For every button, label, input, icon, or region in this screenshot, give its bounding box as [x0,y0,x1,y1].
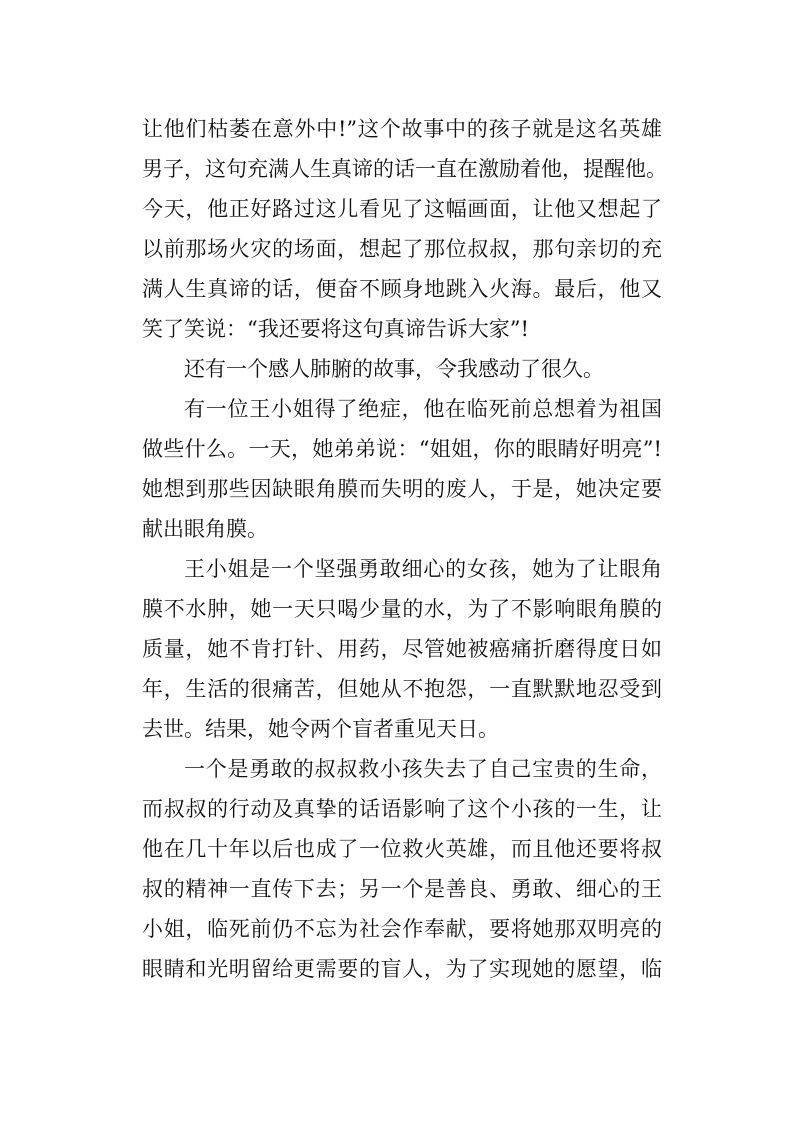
text-line: 满人生真谛的话，便奋不顾身地跳入火海。最后，他又 [142,277,662,301]
text-line: 去世。结果，她令两个盲者重见天日。 [142,717,499,741]
text-line: 膜不水肿，她一天只喝少量的水，为了不影响眼角膜的 [142,597,662,621]
paragraph-start-line: 还有一个感人肺腑的故事，令我感动了很久。 [184,357,604,381]
text-line: 让他们枯萎在意外中!”这个故事中的孩子就是这名英雄 [142,117,662,141]
paragraph-start-line: 一个是勇敢的叔叔救小孩失去了自己宝贵的生命， [184,757,662,781]
text-line: 她想到那些因缺眼角膜而失明的废人，于是，她决定要 [142,477,662,501]
text-line: 男子，这句充满人生真谛的话一直在激励着他，提醒他。 [142,157,667,181]
paragraph-start-line: 有一位王小姐得了绝症，他在临死前总想着为祖国 [184,397,662,421]
text-line: 小姐，临死前仍不忘为社会作奉献，要将她那双明亮的 [142,917,662,941]
text-line: 年，生活的很痛苦，但她从不抱怨，一直默默地忍受到 [142,677,662,701]
paragraph-start-line: 王小姐是一个坚强勇敢细心的女孩，她为了让眼角 [184,557,662,581]
text-line: 做些什么。一天，她弟弟说：“姐姐，你的眼睛好明亮”! [142,437,662,461]
text-line: 献出眼角膜。 [142,517,268,541]
text-line: 眼睛和光明留给更需要的盲人，为了实现她的愿望，临 [142,957,662,981]
text-line: 质量，她不肯打针、用药，尽管她被癌痛折磨得度日如 [142,637,662,661]
article-body [142,109,667,989]
text-line: 他在几十年以后也成了一位救火英雄，而且他还要将叔 [142,837,662,861]
text-line: 叔的精神一直传下去；另一个是善良、勇敢、细心的王 [142,877,662,901]
text-line: 笑了笑说：“我还要将这句真谛告诉大家”! [142,317,529,341]
text-line: 今天，他正好路过这儿看见了这幅画面，让他又想起了 [142,197,662,221]
text-line: 以前那场火灾的场面，想起了那位叔叔，那句亲切的充 [142,237,662,261]
text-line: 而叔叔的行动及真挚的话语影响了这个小孩的一生，让 [142,797,662,821]
